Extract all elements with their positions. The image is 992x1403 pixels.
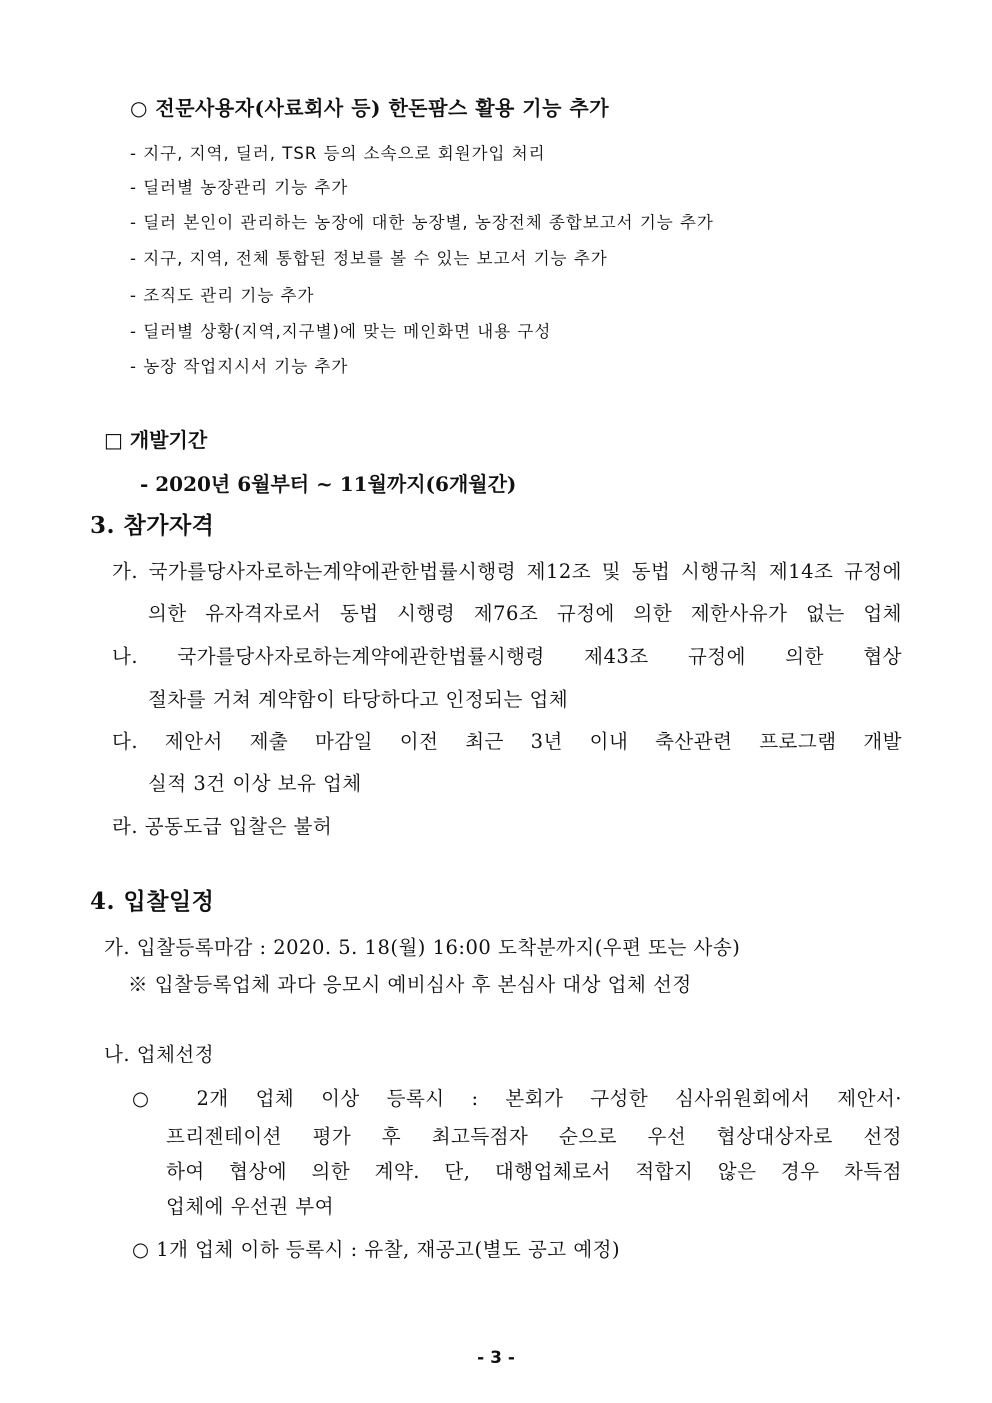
selection-rule-1-cont: 하여 협상에 의한 계약. 단, 대행업체로서 적합지 않은 경우 차득점 (166, 1160, 902, 1183)
dev-period-value: - 2020년 6월부터 ~ 11월까지(6개월간) (140, 472, 517, 496)
feature-bullet: - 딜러 본인이 관리하는 농장에 대한 농장별, 농장전체 종합보고서 기능 추가 (130, 213, 714, 232)
eligibility-item-da: 다. 제안서 제출 마감일 이전 최근 3년 이내 축산관련 프로그램 개발 (112, 730, 902, 753)
section-3-heading: 3. 참가자격 (90, 512, 215, 539)
schedule-item-ga: 가. 입찰등록마감 : 2020. 5. 18(월) 16:00 도착분까지(우편 또는 사송) (104, 936, 741, 959)
schedule-note: ※ 입찰등록업체 과다 응모시 예비심사 후 본심사 대상 업체 선정 (128, 973, 692, 996)
dev-period-heading: □ 개발기간 (104, 428, 208, 452)
feature-bullet: - 딜러별 상황(지역,지구별)에 맞는 메인화면 내용 구성 (130, 322, 552, 341)
feature-bullet: - 조직도 관리 기능 추가 (130, 286, 315, 305)
eligibility-item-ga-cont: 의한 유자격자로서 동법 시행령 제76조 규정에 의한 제한사유가 없는 업체 (148, 602, 902, 625)
feature-bullet: - 딜러별 농장관리 기능 추가 (130, 178, 349, 197)
selection-rule-1-cont: 프리젠테이션 평가 후 최고득점자 순으로 우선 협상대상자로 선정 (166, 1125, 902, 1148)
section-4-heading: 4. 입찰일정 (90, 888, 215, 915)
eligibility-item-ga: 가. 국가를당사자로하는계약에관한법률시행령 제12조 및 동법 시행규칙 제14조 규정에 (112, 560, 902, 583)
feature-bullet: - 지구, 지역, 전체 통합된 정보를 볼 수 있는 보고서 기능 추가 (130, 249, 608, 268)
eligibility-item-ra: 라. 공동도급 입찰은 불허 (112, 815, 333, 838)
selection-rule-1: ○ 2개 업체 이상 등록시 : 본회가 구성한 심사위원회에서 제안서· (132, 1087, 902, 1110)
schedule-item-na: 나. 업체선정 (104, 1043, 215, 1066)
feature-bullet: - 농장 작업지시서 기능 추가 (130, 357, 349, 376)
selection-rule-1-cont: 업체에 우선권 부여 (166, 1195, 335, 1218)
selection-rule-2: ○ 1개 업체 이하 등록시 : 유찰, 재공고(별도 공고 예정) (132, 1238, 621, 1261)
page-number: - 3 - (477, 1348, 515, 1368)
feature-bullet: - 지구, 지역, 딜러, TSR 등의 소속으로 회원가입 처리 (130, 144, 546, 163)
feature-subheading: ○ 전문사용자(사료회사 등) 한돈팜스 활용 기능 추가 (130, 96, 610, 120)
eligibility-item-da-cont: 실적 3건 이상 보유 업체 (148, 772, 362, 795)
eligibility-item-na: 나. 국가를당사자로하는계약에관한법률시행령 제43조 규정에 의한 협상 (112, 645, 902, 668)
eligibility-item-na-cont: 절차를 거쳐 계약함이 타당하다고 인정되는 업체 (148, 688, 569, 711)
